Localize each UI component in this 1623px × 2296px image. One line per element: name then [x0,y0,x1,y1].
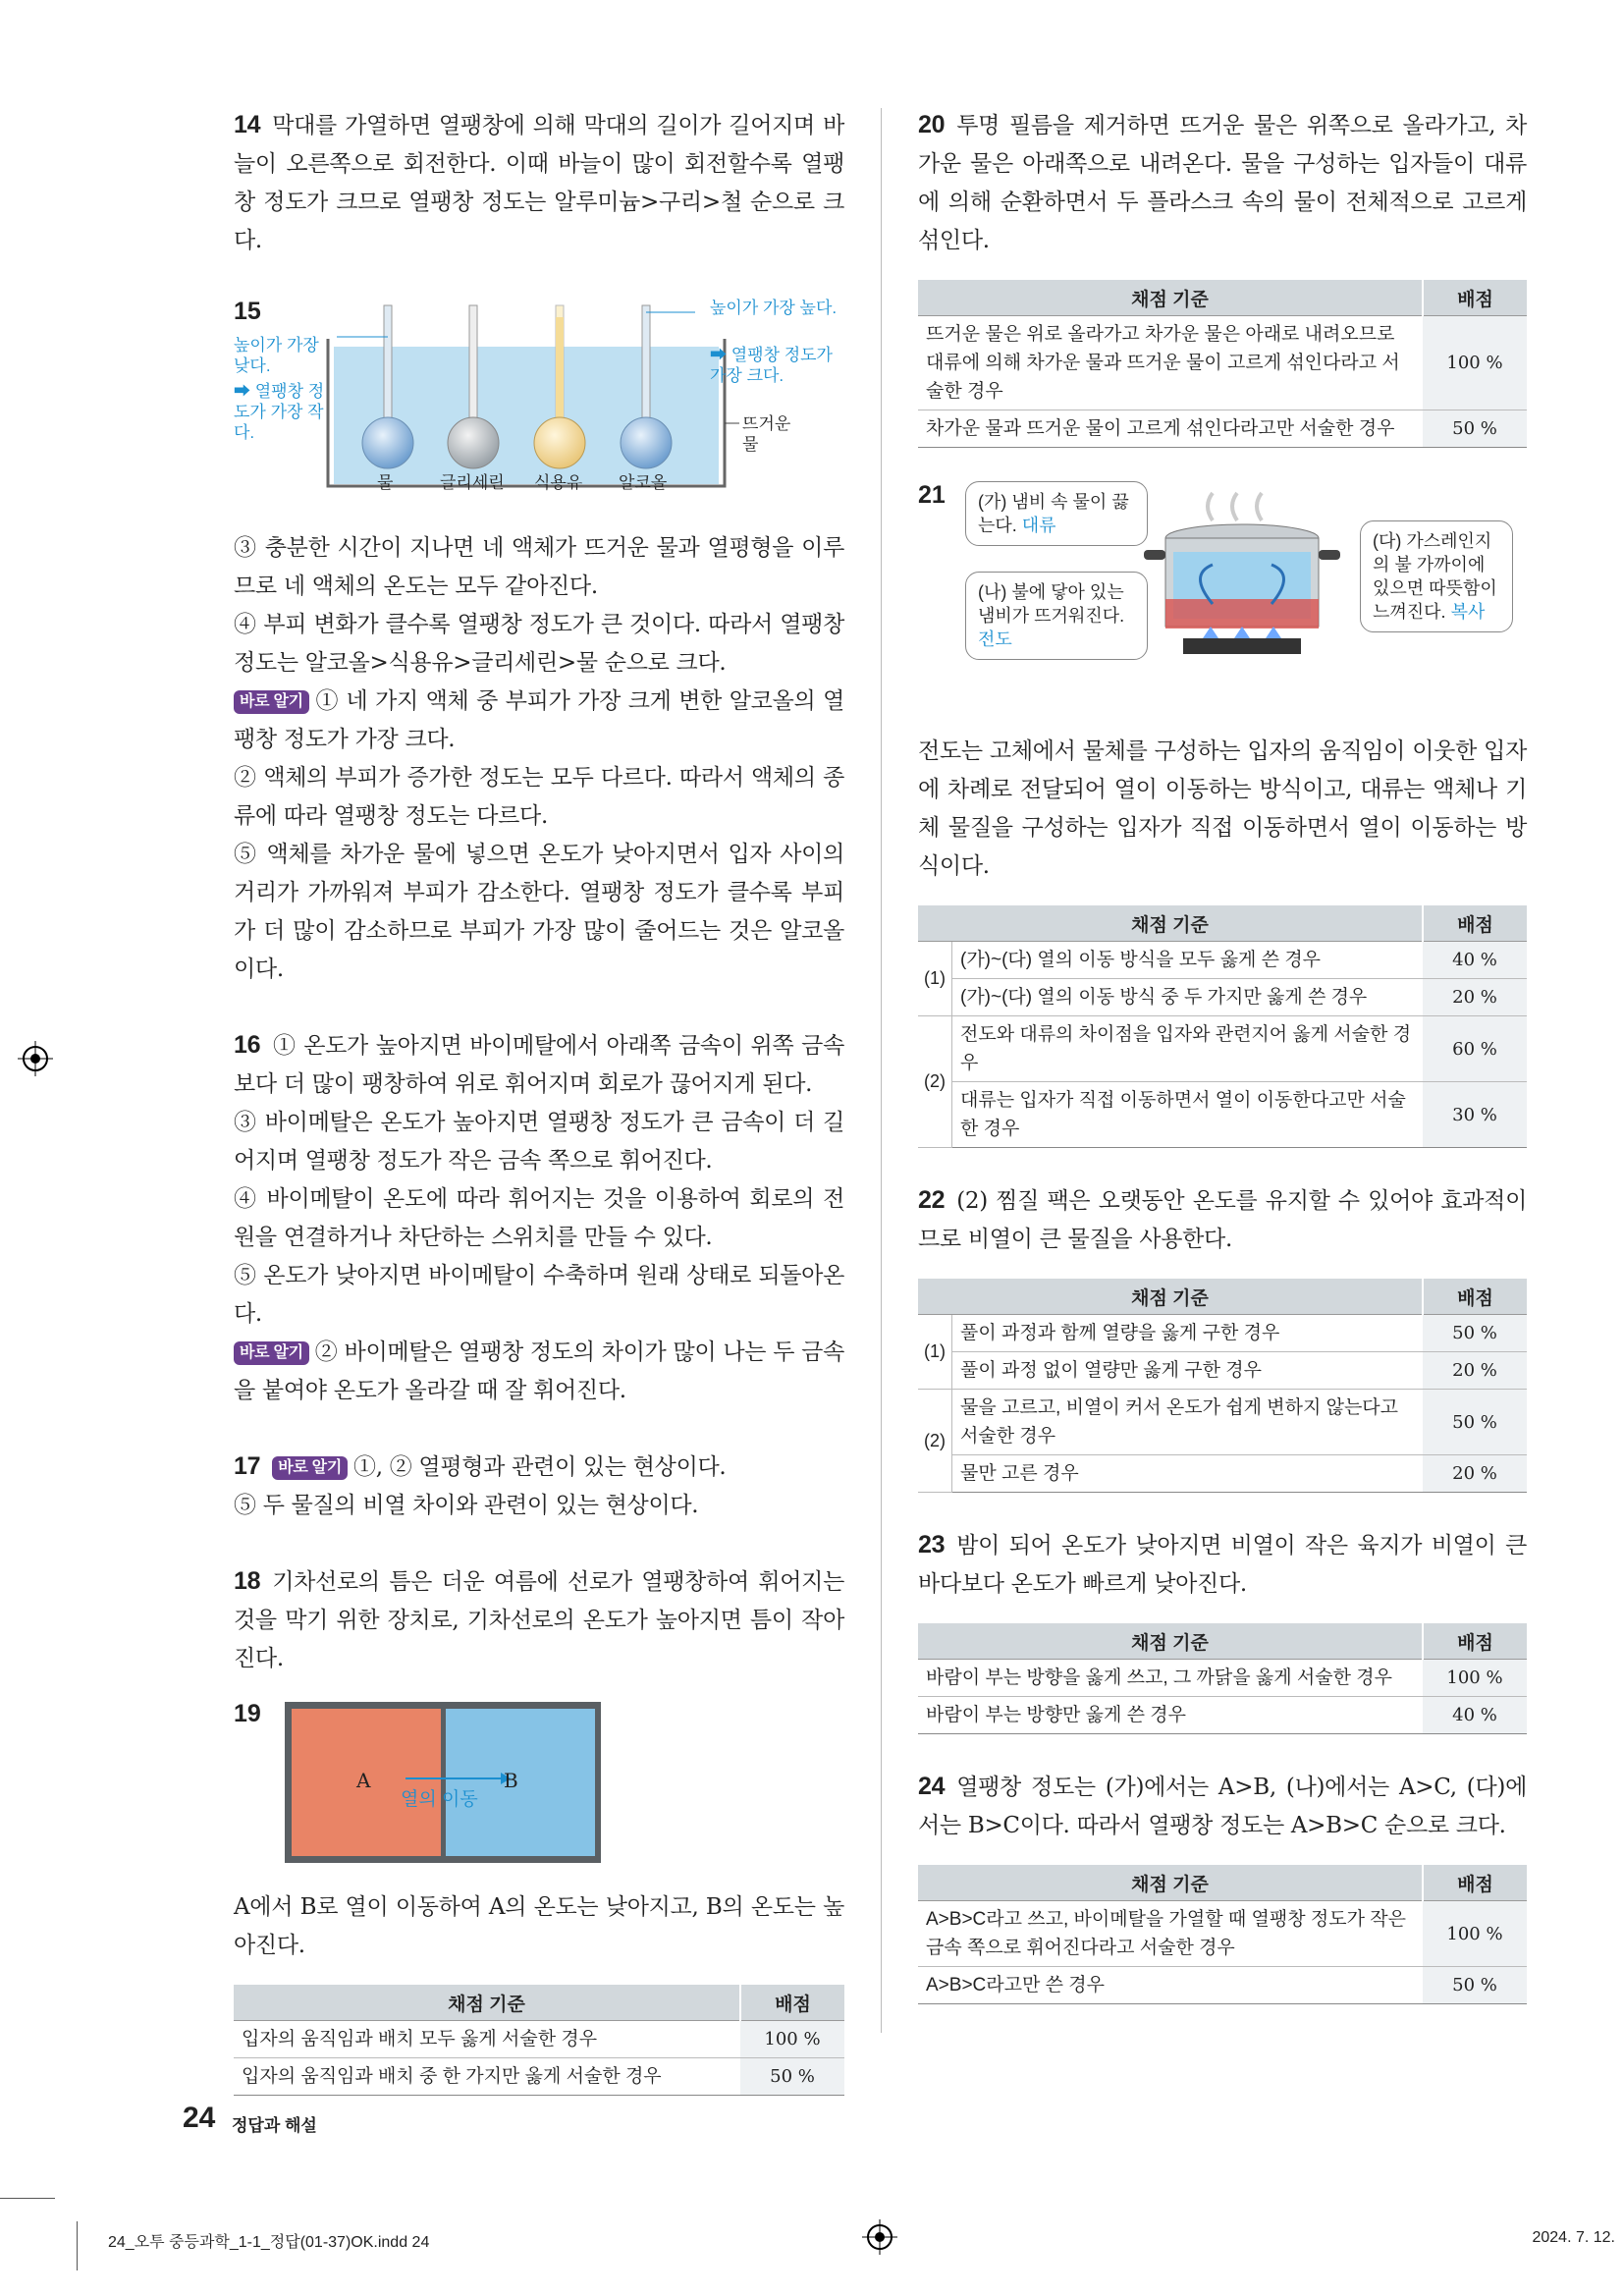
explanation-text: ② 바이메탈은 열팽창 정도의 차이가 많이 나는 두 금속을 붙여야 온도가 올라갈 때 잘 휘어진다. [234,1339,844,1403]
flask-cooking-oil [534,417,585,468]
question-number: 15 [234,298,261,325]
hot-water-label: 뜨거운 물 [742,414,791,454]
explanation-text: 밤이 되어 온도가 낮아지면 비열이 작은 육지가 비열이 큰 바다보다 온도가 빠르게 낮아진다. [918,1533,1527,1597]
left-column [234,106,844,2129]
criteria-cell: 바람이 부는 방향을 옳게 쓰고, 그 까닭을 옳게 서술한 경우 [918,1660,1423,1697]
liquid-label: 식용유 [534,473,583,492]
pot-on-stove-diagram [1144,491,1340,687]
score-cell: 100 % [740,2021,844,2058]
score-header: 배점 [1423,1623,1527,1660]
criteria-header: 채점 기준 [234,1985,740,2021]
pot-handle [1319,550,1340,560]
caption-ga [965,481,1148,546]
score-header: 배점 [1423,905,1527,942]
answer-15 [234,529,844,989]
registration-mark-icon [862,2219,897,2255]
criteria-cell: 풀이 과정과 함께 열량을 옳게 구한 경우 [952,1315,1424,1352]
figure-15 [234,298,844,494]
criteria-cell: 전도와 대류의 차이점을 입자와 관련지어 옳게 서술한 경우 [952,1016,1424,1082]
explanation-text: (2) 찜질 팩은 오랫동안 온도를 유지할 수 있어야 효과적이므로 비열이 큰 물질을 사용한다. [918,1188,1527,1252]
criteria-cell: 바람이 부는 방향만 옳게 쓴 경우 [918,1697,1423,1734]
explanation-text: ① 온도가 높아지면 바이메탈에서 아래쪽 금속이 위쪽 금속보다 더 많이 팽창하여 위로 휘어지며 회로가 끊어지게 된다. [234,1033,844,1097]
criteria-header: 채점 기준 [918,905,1423,942]
explanation-text: ① 네 가지 액체 중 부피가 가장 크게 변한 알코올의 열팽창 정도가 가장 크다. [234,688,844,752]
lowest-height-note: 높이가 가장 낮다. [234,336,319,375]
criteria-cell: A>B>C라고만 쓴 경우 [918,1967,1423,2004]
explanation-text: ② 액체의 부피가 증가한 정도는 모두 다르다. 따라서 액체의 종류에 따라 열팽창 정도는 다르다. [234,765,844,829]
criteria-cell: 물을 고르고, 비열이 커서 온도가 쉽게 변하지 않는다고 서술한 경우 [952,1390,1424,1455]
right-column [918,106,1527,2038]
score-cell: 100 % [1423,316,1527,410]
score-cell: 30 % [1423,1082,1527,1148]
page-number: 24 [183,2102,216,2134]
explanation-text: 투명 필름을 제거하면 뜨거운 물은 위쪽으로 올라가고, 차가운 물은 아래쪽으로 내려온다. 물을 구성하는 입자들이 대류에 의해 순환하면서 두 플라스크 속의 물이 전체적으로 고르게 섞인다. [918,113,1527,253]
heat-flow-label: 열의 이동 [401,1789,478,1810]
explanation-text: 전도는 고체에서 물체를 구성하는 입자의 움직임이 이웃한 입자에 차례로 전달되어 열이 이동하는 방식이고, 대류는 액체나 기체 물질을 구성하는 입자가 직접 이동하면서 열이 이동하는 방식이다. [918,738,1527,879]
score-cell: 20 % [1423,1352,1527,1390]
answer-16 [234,1026,844,1410]
score-cell: 50 % [1423,1315,1527,1352]
score-cell: 50 % [1423,1390,1527,1455]
column-divider [881,108,882,2033]
score-header: 배점 [740,1985,844,2021]
explanation-text: ③ 충분한 시간이 지나면 네 액체가 뜨거운 물과 열평형을 이루므로 네 액체의 온도는 모두 같아진다. [234,535,844,599]
crop-mark [0,2198,55,2199]
answer-18 [234,1562,844,1678]
score-cell: 50 % [1423,1967,1527,2004]
group-label: (2) [918,1390,952,1493]
score-cell: 40 % [1423,942,1527,979]
score-header: 배점 [1423,280,1527,316]
grading-table-19 [234,1985,844,2096]
answer-keyword: 전도 [978,629,1012,649]
question-number: 18 [234,1567,261,1595]
group-label: (1) [918,942,952,1016]
answer-17 [234,1448,844,1525]
figure-19 [234,1700,844,1867]
flask-alcohol [621,417,672,468]
criteria-cell: A>B>C라고 쓰고, 바이메탈을 가열할 때 열팽창 정도가 작은 금속 쪽으로 휘어진다라고 서술한 경우 [918,1901,1423,1967]
highest-height-note: 높이가 가장 높다. [710,299,838,317]
score-cell: 20 % [1423,979,1527,1016]
criteria-cell: 차가운 물과 뜨거운 물이 고르게 섞인다라고만 서술한 경우 [918,410,1423,448]
tube [384,305,392,423]
answer-14 [234,106,844,260]
steam [1208,493,1262,520]
grading-table-23 [918,1623,1527,1734]
score-cell: 40 % [1423,1697,1527,1734]
criteria-cell: (가)~(다) 열의 이동 방식을 모두 옳게 쓴 경우 [952,942,1424,979]
score-cell: 60 % [1423,1016,1527,1082]
question-number: 19 [234,1700,261,1727]
question-number: 22 [918,1186,946,1214]
criteria-header: 채점 기준 [918,1865,1423,1901]
correction-tag: 바로 알기 [272,1456,348,1480]
heat-transfer-diagram [283,1700,607,1867]
criteria-cell: 물만 고른 경우 [952,1455,1424,1493]
question-number: 16 [234,1031,261,1059]
score-header: 배점 [1423,1279,1527,1315]
caption-da [1360,520,1513,632]
score-cell: 50 % [740,2058,844,2096]
liquid-label: 글리세린 [440,473,505,492]
section-title: 정답과 해설 [232,2116,317,2135]
score-cell: 100 % [1423,1901,1527,1967]
group-label: (1) [918,1315,952,1390]
explanation-text: ⑤ 온도가 낮아지면 바이메탈이 수축하며 원래 상태로 되돌아온다. [234,1263,844,1327]
print-date: 2024. 7. 12. [1532,2229,1615,2246]
criteria-cell: 입자의 움직임과 배치 중 한 가지만 옳게 서술한 경우 [234,2058,740,2096]
grading-table-21 [918,905,1527,1148]
question-number: 24 [918,1773,946,1800]
explanation-text: ⑤ 두 물질의 비열 차이와 관련이 있는 현상이다. [234,1493,699,1518]
criteria-cell: 뜨거운 물은 위로 올라가고 차가운 물은 아래로 내려오므로 대류에 의해 차가운 물과 뜨거운 물이 고르게 섞인다라고 서술한 경우 [918,316,1423,410]
tube [469,305,477,423]
caption-na [965,572,1148,660]
question-number: 17 [234,1452,261,1480]
explanation-text: ④ 부피 변화가 클수록 열팽창 정도가 큰 것이다. 따라서 열팽창 정도는 알코올>식용유>글리세린>물 순으로 크다. [234,612,844,676]
object-b [446,1709,595,1856]
explanation-text: ①, ② 열평형과 관련이 있는 현상이다. [353,1454,727,1480]
label-b: B [504,1769,518,1792]
criteria-cell: 풀이 과정 없이 열량만 옳게 구한 경우 [952,1352,1424,1390]
hot-pot-bottom [1165,599,1319,629]
answer-keyword: 복사 [1450,602,1486,622]
liquid-label: 물 [377,473,394,492]
answer-keyword: 대류 [1021,516,1056,535]
explanation-text: 막대를 가열하면 열팽창에 의해 막대의 길이가 길어지며 바늘이 오른쪽으로 회전한다. 이때 바늘이 많이 회전할수록 열팽창 정도가 크므로 열팽창 정도는 알루미늄>구리>철 순으로 크다. [234,113,844,253]
pot-handle [1144,550,1165,560]
explanation-text: A에서 B로 열이 이동하여 A의 온도는 낮아지고, B의 온도는 높아진다. [234,1894,844,1958]
score-cell: 50 % [1423,410,1527,448]
criteria-cell: 입자의 움직임과 배치 모두 옳게 서술한 경우 [234,2021,740,2058]
group-label: (2) [918,1016,952,1148]
grading-table-22 [918,1279,1527,1493]
criteria-header: 채점 기준 [918,1623,1423,1660]
grading-table-20 [918,280,1527,448]
explanation-text: 기차선로의 틈은 더운 여름에 선로가 열팽창하여 휘어지는 것을 막기 위한 장치로, 기차선로의 온도가 높아지면 틈이 작아진다. [234,1569,844,1671]
question-number: 20 [918,111,946,138]
crop-mark [77,2221,78,2270]
lowest-expansion-note: ➡ 열팽창 정도가 가장 작다. [234,382,325,442]
question-number: 23 [918,1531,946,1558]
correction-tag: 바로 알기 [234,690,309,714]
liquid-column [556,317,564,423]
label-a: A [356,1769,371,1792]
tube [642,305,650,423]
criteria-header: 채점 기준 [918,280,1423,316]
gas-stove-burner [1183,638,1301,654]
question-number: 14 [234,111,261,138]
file-name: 24_오투 중등과학_1-1_정답(01-37)OK.indd 24 [108,2234,430,2251]
explanation-text: ⑤ 액체를 차가운 물에 넣으면 온도가 낮아지면서 입자 사이의 거리가 가까워져 부피가 감소한다. 열팽창 정도가 클수록 부피가 더 많이 감소하므로 부피가 가장 많이 줄어드는 것은 알코올이다. [234,842,844,982]
flask-glycerin [448,417,499,468]
liquid-label: 알코올 [619,473,668,492]
score-header: 배점 [1423,1865,1527,1901]
score-cell: 20 % [1423,1455,1527,1493]
caption-text: (다) 가스레인지의 불 가까이에 있으면 따뜻함이 느껴진다. [1373,531,1497,622]
flask-water [362,417,413,468]
criteria-cell: (가)~(다) 열의 이동 방식 중 두 가지만 옳게 쓴 경우 [952,979,1424,1016]
criteria-cell: 대류는 입자가 직접 이동하면서 열이 이동한다고만 서술한 경우 [952,1082,1424,1148]
figure-21 [918,481,1527,707]
criteria-header: 채점 기준 [918,1279,1423,1315]
correction-tag: 바로 알기 [234,1341,309,1365]
score-cell: 100 % [1423,1660,1527,1697]
explanation-text: 열팽창 정도는 (가)에서는 A>B, (나)에서는 A>C, (다)에서는 B>C이다. 따라서 열팽창 정도는 A>B>C 순으로 크다. [918,1775,1527,1838]
explanation-text: ④ 바이메탈이 온도에 따라 휘어지는 것을 이용하여 회로의 전원을 연결하거나 차단하는 스위치를 만들 수 있다. [234,1186,844,1250]
grading-table-24 [918,1865,1527,2004]
explanation-text: ③ 바이메탈은 온도가 높아지면 열팽창 정도가 큰 금속이 더 길어지며 열팽창 정도가 작은 금속 쪽으로 휘어진다. [234,1110,844,1174]
highest-expansion-note: ➡ 열팽창 정도가 가장 크다. [710,346,833,385]
caption-text: (나) 불에 닿아 있는 냄비가 뜨거워진다. [978,582,1125,626]
registration-mark-icon [18,1041,53,1076]
question-number: 21 [918,481,946,509]
caption-text: (가) 냄비 속 물이 끓는다. [978,492,1129,535]
